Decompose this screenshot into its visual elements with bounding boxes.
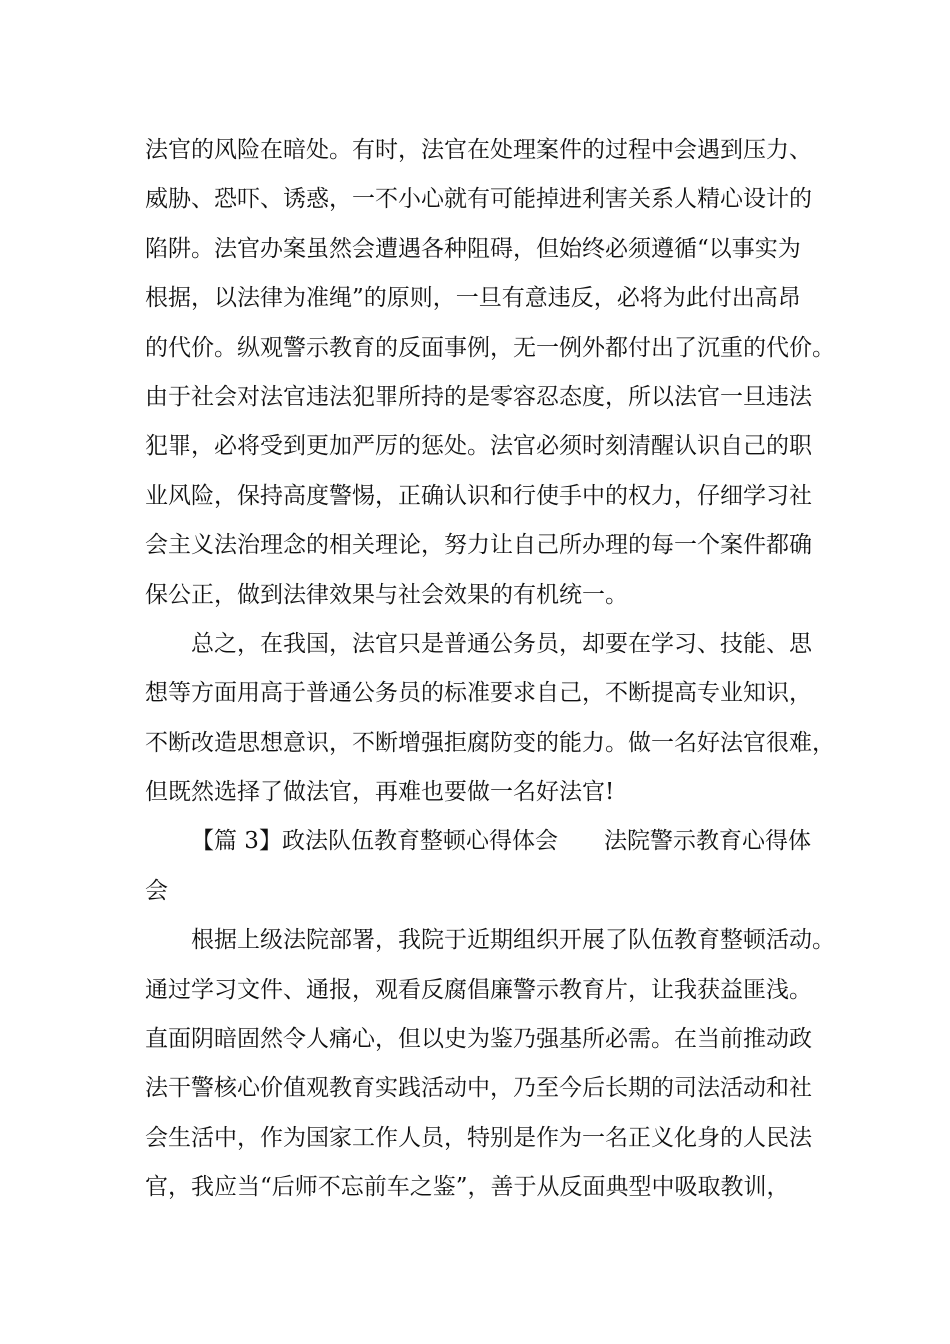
text-line: 根据上级法院部署，我院于近期组织开展了队伍教育整顿活动。 bbox=[191, 927, 835, 954]
text-line: 根据，以法律为准绳”的原则，一旦有意违反，必将为此付出高昂 bbox=[145, 285, 801, 312]
body-text bbox=[145, 126, 845, 1213]
text-line: 犯罪，必将受到更加严厉的惩处。法官必须时刻清醒认识自己的职 bbox=[145, 433, 812, 460]
text-line: 业风险，保持高度警惕，正确认识和行使手中的权力，仔细学习社 bbox=[145, 482, 812, 509]
text-line: 的代价。纵观警示教育的反面事例，无一例外都付出了沉重的代价。 bbox=[145, 334, 835, 361]
text-line: 不断改造思想意识，不断增强拒腐防变的能力。做一名好法官很难， bbox=[145, 729, 835, 756]
text-line: 会 bbox=[145, 877, 168, 904]
text-line: 官，我应当“后师不忘前车之鉴”，善于从反面典型中吸取教训， bbox=[145, 1174, 790, 1201]
text-line: 直面阴暗固然令人痛心，但以史为鉴乃强基所必需。在当前推动政 bbox=[145, 1026, 812, 1053]
text-line: 法干警核心价值观教育实践活动中，乃至今后长期的司法活动和社 bbox=[145, 1075, 812, 1102]
text-line: 由于社会对法官违法犯罪所持的是零容忍态度，所以法官一旦违法 bbox=[145, 383, 812, 410]
text-line: 法官的风险在暗处。有时，法官在处理案件的过程中会遇到压力、 bbox=[145, 137, 812, 163]
text-line: 通过学习文件、通报，观看反腐倡廉警示教育片，让我获益匪浅。 bbox=[145, 976, 812, 1003]
text-line: 陷阱。法官办案虽然会遭遇各种阻碍，但始终必须遵循“以事实为 bbox=[145, 235, 801, 262]
text-line: 保公正，做到法律效果与社会效果的有机统一。 bbox=[145, 581, 628, 608]
text-line: 威胁、恐吓、诱惑，一不小心就有可能掉进利害关系人精心设计的 bbox=[145, 186, 812, 213]
text-line: 会主义法治理念的相关理论，努力让自己所办理的每一个案件都确 bbox=[145, 532, 812, 559]
text-line: 总之，在我国，法官只是普通公务员，却要在学习、技能、思 bbox=[191, 630, 812, 657]
text-line: 【篇 3】政法队伍教育整顿心得体会 法院警示教育心得体 bbox=[191, 828, 811, 855]
text-line: 但既然选择了做法官，再难也要做一名好法官! bbox=[145, 779, 615, 806]
text-line: 想等方面用高于普通公务员的标准要求自己，不断提高专业知识， bbox=[145, 680, 812, 707]
text-line: 会生活中，作为国家工作人员，特别是作为一名正义化身的人民法 bbox=[145, 1124, 812, 1151]
